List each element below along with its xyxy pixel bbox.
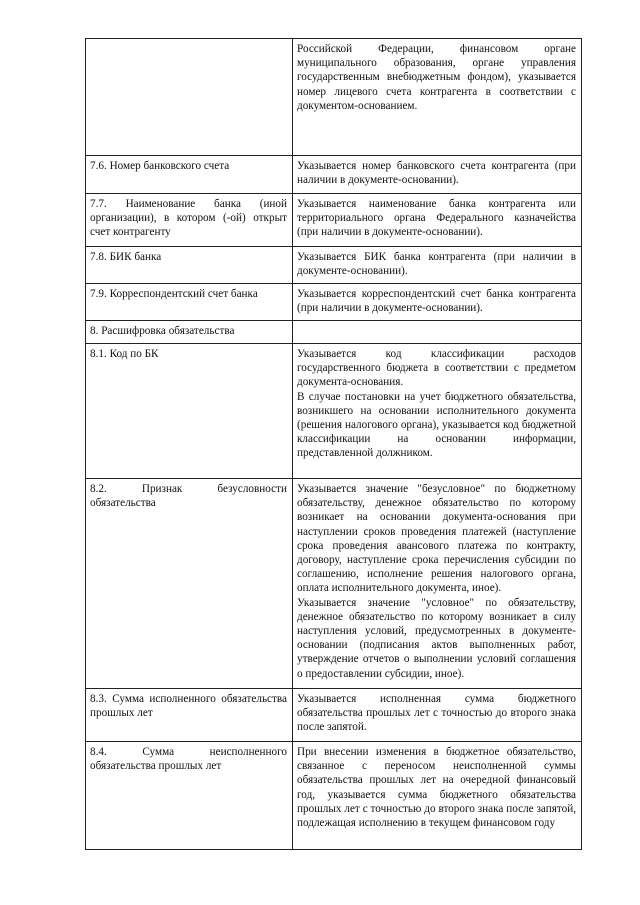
description-cell [293,156,582,194]
table-row [86,689,582,742]
table-row [86,39,582,156]
description-text: Указывается значение "условное" по обязательству, денежное обязательство по которому возникает в силу наступления условий, предусмотренных в документе-основании (подписания актов выполненных работ, утверждение отчетов о выполнении условий соглашения о предоставлении субсидии, иное). [297,596,576,680]
description-cell [293,321,582,344]
table-row [86,344,582,479]
description-text: Указывается корреспондентский счет банка контрагента (при наличии в документе-основании). [297,288,576,315]
table-row [86,284,582,321]
table-row [86,742,582,850]
field-name-cell [86,247,293,284]
description-text: Российской Федерации, финансовом органе муниципального образования, органе управления государственным внебюджетным фондом), указывается номер лицевого счета контрагента в соответствии с документом-основанием. [297,43,576,112]
description-cell [293,344,582,479]
field-name-cell [86,156,293,194]
field-name-text: 7.6. Номер банковского счета [90,160,230,172]
description-text: В случае постановки на учет бюджетного обязательства, возникшего на основании исполнительного документа (решения налогового органа), указывается код бюджетной классификации на основании информации, представленной должником. [297,390,576,460]
table-row [86,321,582,344]
description-text: Указывается исполненная сумма бюджетного обязательства прошлых лет с точностью до второго знака после запятой. [297,693,576,734]
description-cell [293,742,582,850]
description-cell [293,284,582,321]
description-text: Указывается значение "безусловное" по бюджетному обязательству, денежное обязательство по которому возникает на основании документа-основания при наступлении сроков проведения платежей (наступление срока проведения авансового платежа по контракту, договору, наступление срока перечисления субсидии по соглашению, исполнение решения налогового органа, оплата исполнительного документа, иное). [297,483,576,595]
description-cell [293,39,582,156]
field-name-cell [86,742,293,850]
description-text: При внесении изменения в бюджетное обязательство, связанное с переносом неисполненной суммы обязательства прошлых лет на очередной финансовый год, указывается сумма бюджетного обязательства прошлых лет с точностью до второго знака после запятой, подлежащая исполнению в текущем финансовом году [297,746,576,830]
description-text: Указывается наименование банка контрагента или территориального органа Федерального казначейства (при наличии в документе-основании). [297,198,576,239]
field-name-text: 7.7. Наименование банка (иной организации), в котором (-ой) открыт счет контрагенту [90,198,287,239]
field-name-text: 7.8. БИК банка [90,251,162,263]
description-text: Указывается БИК банка контрагента (при наличии в документе-основании). [297,251,576,278]
field-name-cell [86,194,293,247]
table-row [86,194,582,247]
field-name-cell [86,479,293,689]
field-name-cell [86,344,293,479]
field-name-cell [86,321,293,344]
table-row [86,247,582,284]
description-text: Указывается код классификации расходов государственного бюджета в соответствии с предметом документа-основания. [297,348,576,389]
description-cell [293,689,582,742]
field-name-text: 8. Расшифровка обязательства [90,325,235,337]
field-name-cell [86,689,293,742]
field-name-cell [86,284,293,321]
requisites-table [85,38,582,850]
description-cell [293,479,582,689]
table-row [86,479,582,689]
field-name-text: 8.1. Код по БК [90,348,159,360]
field-name-text: 8.4. Сумма неисполненного обязательства прошлых лет [90,746,287,773]
field-name-text: 8.2. Признак безусловности обязательства [90,483,287,510]
field-name-cell [86,39,293,156]
field-name-text: 7.9. Корреспондентский счет банка [90,288,258,300]
field-name-text: 8.3. Сумма исполненного обязательства прошлых лет [90,693,287,720]
description-cell [293,194,582,247]
description-cell [293,247,582,284]
description-text: Указывается номер банковского счета контрагента (при наличии в документе-основании). [297,160,576,187]
requisites-table-body [86,39,582,850]
table-row [86,156,582,194]
